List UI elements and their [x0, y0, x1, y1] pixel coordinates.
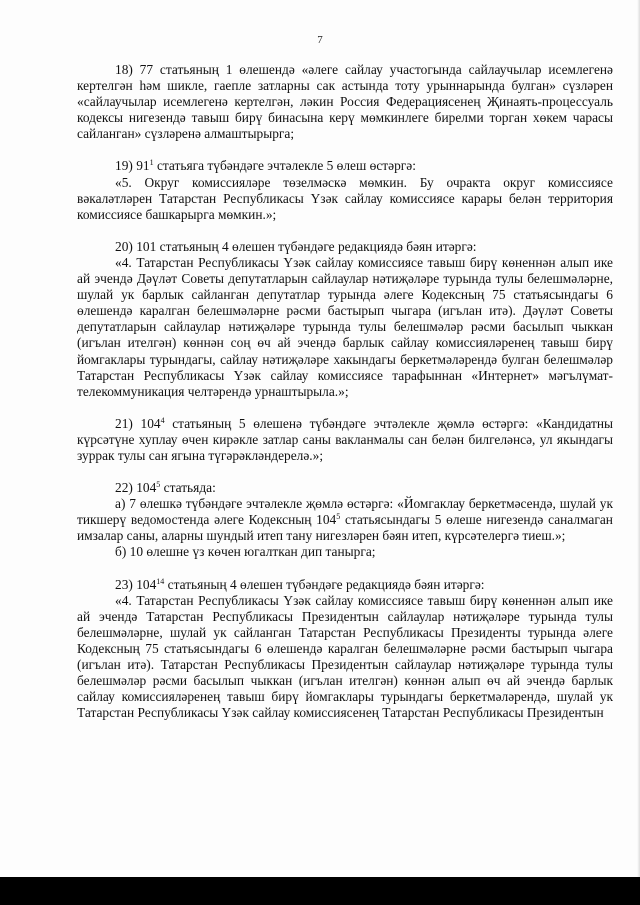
item-20-quote: «4. Татарстан Республикасы Үзәк сайлау комиссиясе тавыш бирү көненнән алып ике ай эчендә Дәүләт Советы депутатларын сайлаулар нәтиҗәләре турында тулы белешмәләрне, шулай ук барлык сайланган депутатлар турында әлеге Кодексның 75 статьясындагы 6 өлешендә каралган белешмәләрне рәсми бастырып чыгара (игълан итә). Дәүләт Советы депутатларын сайлаулар нәтиҗәләре турында тулы белешмәләр рәсми басылып чыккан (игълан ителгән) көннән соң өч ай эчендә барлык сайлау комиссияләренең тавыш бирү йомгаклары турындагы, сайлау нәтиҗәләре хакындагы беркетмәләрендә булган белешмәләр Татарстан Республикасы Үзәк сайлау комиссиясе тарафыннан «Интернет» мәгълүмат-телекоммуникация челтәрендә урнаштырыла.»; [77, 254, 613, 399]
item-19-heading [77, 158, 613, 174]
item-22-a-superscript: 5 [336, 512, 341, 522]
item-19-superscript: 1 [149, 158, 154, 168]
item-22-superscript: 5 [156, 480, 161, 490]
item-23-superscript: 14 [156, 576, 165, 586]
item-21 [77, 416, 613, 464]
item-19-heading-end: статьяга түбәндәге эчтәлекле 5 өлеш өстәргә: [153, 158, 416, 174]
item-19-quote: «5. Округ комиссияләре төзелмәскә мөмкин. Бу очракта округ комиссиясе вәкаләтләрен Татарстан Республикасы Үзәк сайлау комиссиясе карары белән территория комиссиясе башкарырга мөмкин.»; [77, 174, 613, 222]
item-21-heading-start: 21) 104 [115, 415, 161, 431]
item-22-subitem-a [77, 496, 613, 544]
item-22-a-end: статьясындагы 5 өлеше нигезендә саналмаган имзалар саны, аларны шундый итеп тану нигезләрен бәян итеп, күрсәтелергә тиеш.»; [77, 512, 613, 544]
item-22-subitem-b: б) 10 өлешне үз көчен югалткан дип танырга; [115, 544, 376, 560]
item-22-a-start: а) 7 өлешкә түбәндәге эчтәлекле җөмлә өстәргә: «Йомгаклау беркетмәсендә, шулай ук тикшерү ведомостенда әлеге Кодексның 104 [77, 496, 613, 528]
page-number: 7 [317, 34, 323, 46]
document-body [77, 62, 613, 721]
item-21-superscript: 4 [160, 415, 165, 425]
item-23-heading [77, 577, 613, 593]
scan-bottom-border [0, 877, 640, 905]
item-23-heading-end: статьяның 4 өлешен түбәндәге редакциядә бәян итәргә: [164, 576, 485, 592]
item-19-heading-start: 19) 91 [115, 158, 150, 174]
item-22-heading-end: статьяда: [160, 480, 216, 496]
item-20-heading: 20) 101 статьяның 4 өлешен түбәндәге редакциядә бәян итәргә: [115, 238, 477, 254]
item-23-heading-start: 23) 104 [115, 576, 157, 592]
item-21-text: статьяның 5 өлешенә түбәндәге эчтәлекле җөмлә өстәргә: «Кандидатны күрсәтүне хуплау өчен кирәкле затлар саны вакланмалы сан белән билгеләнсә, ул якындагы зуррак тулы сан ягына түгәрәкләндерелә.»; [77, 415, 613, 463]
item-22-heading-start: 22) 104 [115, 480, 157, 496]
item-18: 18) 77 статьяның 1 өлешендә «әлеге сайлау участогында сайлаучылар исемлегенә кертелгән һәм шикле, гаепле затларны сак астында тоту урыннарында булган» сүзләрен «сайлаучылар исемлегенә кертелгән, ләкин Россия Федерациясенең Җинаять-процессуаль кодексы нигезендә тавыш бирү бинасына керү мөмкинлеге бирелми торган хөкем чарасы сайланган» сүзләренә алмаштырырга; [77, 62, 613, 142]
item-23-quote: «4. Татарстан Республикасы Үзәк сайлау комиссиясе тавыш бирү көненнән алып ике ай эчендә Татарстан Республикасы Президентын сайлаулар нәтиҗәләре турында тулы белешмәләрне, шулай ук сайланган Татарстан Республикасы Президенты турында әлеге Кодексның 75 статьясындагы 6 өлешендә каралган белешмәләрне рәсми бастырып чыгара (игълан итә). Татарстан Республикасы Президентын сайлаулар нәтиҗәләре турында тулы белешмәләр рәсми басылып чыккан (игълан ителгән) көннән алып өч ай эчендә барлык сайлау комиссияләренең тавыш бирү йомгаклары турындагы беркетмәләрендә, шулай ук Татарстан Республикасы Үзәк сайлау комиссиясенең Татарстан Республикасы Президентын [77, 592, 613, 721]
item-22-heading [77, 480, 613, 496]
